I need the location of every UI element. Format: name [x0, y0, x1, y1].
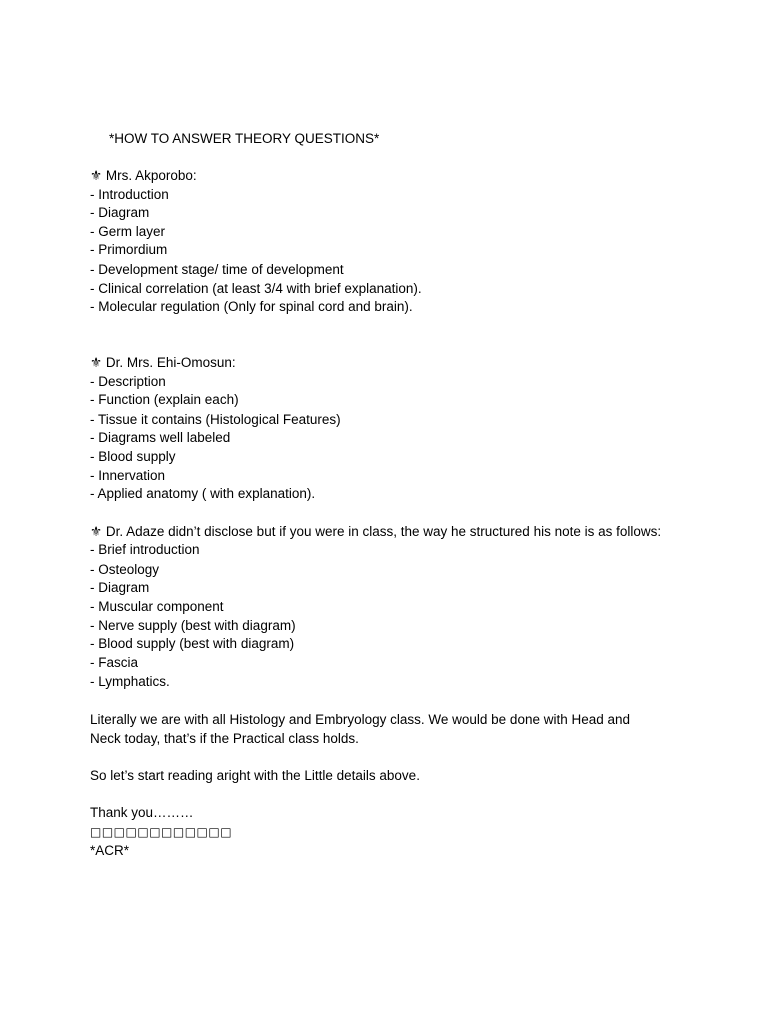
list-item: - Applied anatomy ( with explanation). — [90, 486, 316, 501]
list-item: - Diagram — [90, 205, 150, 220]
paragraph-line: Neck today, that’s if the Practical class holds. — [90, 731, 359, 746]
document-title: *HOW TO ANSWER THEORY QUESTIONS* — [109, 131, 380, 146]
section-heading-akporobo: ⚜ Mrs. Akporobo: — [90, 168, 197, 183]
list-item: - Germ layer — [90, 224, 166, 239]
closing-thanks: Thank you……… — [90, 805, 194, 820]
list-item: - Osteology — [90, 562, 160, 577]
list-item: - Fascia — [90, 655, 139, 670]
list-item: - Function (explain each) — [90, 392, 239, 407]
paragraph-line: Literally we are with all Histology and Embryology class. We would be done with Head and — [90, 712, 631, 727]
section-heading-ehi-omosun: ⚜ Dr. Mrs. Ehi-Omosun: — [90, 355, 236, 370]
list-item: - Diagrams well labeled — [90, 430, 231, 445]
list-item: - Introduction — [90, 187, 169, 202]
list-item: - Lymphatics. — [90, 674, 170, 689]
list-item: - Blood supply — [90, 449, 176, 464]
list-item: - Blood supply (best with diagram) — [90, 636, 295, 651]
list-item: - Clinical correlation (at least 3/4 with brief explanation). — [90, 281, 422, 296]
list-item: - Description — [90, 374, 166, 389]
section-heading-adaze: ⚜ Dr. Adaze didn’t disclose but if you were in class, the way he structured his note is as follows: — [90, 524, 662, 539]
list-item: - Brief introduction — [90, 542, 200, 557]
list-item: - Innervation — [90, 468, 166, 483]
placeholder-glyphs: □□□□□□□□□□□□ — [90, 825, 233, 839]
signature: *ACR* — [90, 843, 130, 858]
list-item: - Tissue it contains (Histological Features) — [90, 412, 341, 427]
list-item: - Nerve supply (best with diagram) — [90, 618, 296, 633]
list-item: - Diagram — [90, 580, 150, 595]
list-item: - Development stage/ time of development — [90, 262, 344, 277]
list-item: - Primordium — [90, 242, 168, 257]
paragraph-line: So let’s start reading aright with the Little details above. — [90, 768, 420, 783]
list-item: - Molecular regulation (Only for spinal cord and brain). — [90, 299, 413, 314]
list-item: - Muscular component — [90, 599, 224, 614]
